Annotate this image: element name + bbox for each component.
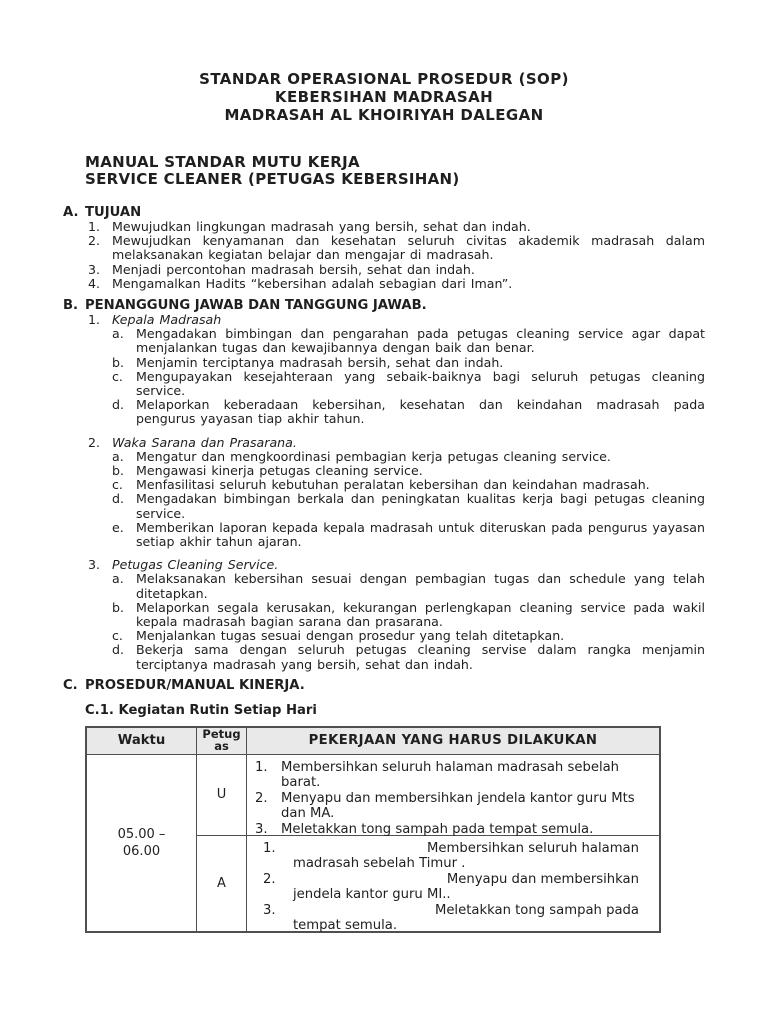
table-header-pekerjaan: PEKERJAAN YANG HARUS DILAKUKAN <box>308 733 598 749</box>
time-line-2: 06.00 <box>122 843 161 859</box>
list-item <box>63 521 705 549</box>
section-label: C. <box>63 677 78 693</box>
table-cell-time <box>87 755 197 931</box>
list-item <box>63 234 705 262</box>
list-item <box>63 356 705 370</box>
task-first-line <box>255 841 653 857</box>
table-cell-tasks <box>247 836 659 934</box>
subsection-title <box>63 558 705 572</box>
task-number: 3. <box>263 902 276 918</box>
list-item-number: b. <box>112 599 124 615</box>
list-item-text: Mengupayakan kesejahteraan yang sebaik-baiknya bagi seluruh petugas cleaning service. <box>136 368 705 399</box>
task-number: 2. <box>255 790 268 806</box>
list-item-text: Mewujudkan lingkungan madrasah yang bersih, sehat dan indah. <box>112 219 531 234</box>
list-item <box>63 464 705 478</box>
list-item-number: 3. <box>88 261 101 277</box>
table-cell-petugas: U <box>197 755 247 835</box>
time-line-1: 05.00 – <box>117 826 166 842</box>
doc-title-line-2: KEBERSIHAN MADRASAH <box>274 88 494 106</box>
list-item <box>63 643 705 671</box>
list-item-number: a. <box>112 326 124 342</box>
daily-routine-table <box>85 726 661 933</box>
list-item-text: Melaksanakan kebersihan sesuai dengan pembagian tugas dan schedule yang telah ditetapkan. <box>136 571 705 601</box>
list-item <box>63 478 705 492</box>
table-header-row <box>87 728 659 755</box>
list-item <box>63 327 705 355</box>
task-item <box>255 903 653 934</box>
list-item <box>63 450 705 464</box>
section-heading-text: TUJUAN <box>85 205 142 220</box>
list-item-number: d. <box>112 491 124 507</box>
subsection-title-text: Petugas Cleaning Service. <box>112 557 279 573</box>
task-number: 1. <box>263 840 276 856</box>
list-item-number: 3. <box>88 557 101 573</box>
task-text: Meletakkan tong sampah pada tempat semula. <box>281 821 594 837</box>
list-item <box>63 220 705 234</box>
task-item <box>255 841 653 872</box>
list-item-number: 4. <box>88 275 101 291</box>
table-row <box>197 836 659 934</box>
list-item-number: 1. <box>88 219 101 234</box>
list-item <box>63 277 705 291</box>
table-header-petugas-text: Petugas <box>202 727 241 753</box>
subsection-waka-sarana <box>63 436 705 550</box>
list-item-text: Melaporkan keberadaan kebersihan, kesehatan dan keindahan madrasah pada pengurus yayasan tiap akhir tahun. <box>136 397 705 427</box>
subsection-title-text: Kepala Madrasah <box>112 312 222 328</box>
list-item-text: Melaporkan segala kerusakan, kekurangan perlengkapan cleaning service pada wakil kepala madrasah bagian sarana dan prasarana. <box>136 599 705 630</box>
section-label: A. <box>63 205 79 220</box>
table-header-petugas <box>197 728 247 754</box>
list-item-text: Mewujudkan kenyamanan dan kesehatan seluruh civitas akademik madrasah dalam melaksanakan kegiatan belajar dan mengajar di madrasah. <box>112 233 705 263</box>
section-tujuan <box>63 205 705 291</box>
list-item-text: Memberikan laporan kepada kepala madrasah untuk diteruskan pada pengurus yayasan setiap akhir tahun ajaran. <box>136 519 705 550</box>
task-first-line <box>255 903 653 919</box>
list-item-number: c. <box>112 368 123 384</box>
list-item <box>63 398 705 426</box>
subsection-title <box>63 313 705 327</box>
subsection-petugas-cleaning <box>63 558 705 672</box>
table-cell-tasks <box>247 755 659 835</box>
list-item-text: Mengamalkan Hadits “kebersihan adalah sebagian dari Iman”. <box>112 275 513 291</box>
list-item-number: d. <box>112 642 124 658</box>
list-item-text: Menjadi percontohan madrasah bersih, sehat dan indah. <box>112 261 475 277</box>
task-text: Membersihkan seluruh halaman madrasah sebelah barat. <box>281 759 620 791</box>
section-penanggung-jawab <box>63 298 705 672</box>
list-item-number: b. <box>112 354 124 370</box>
task-first-line <box>255 872 653 888</box>
section-penanggung-jawab-heading <box>63 298 705 313</box>
doc-title-line-1: STANDAR OPERASIONAL PROSEDUR (SOP) <box>199 70 569 88</box>
task-text: Meletakkan tong sampah pada <box>434 902 639 918</box>
list-item-text: Mengadakan bimbingan berkala dan peningkatan kualitas kerja bagi petugas cleaning service. <box>136 491 705 521</box>
task-continuation: jendela kantor guru MI.. <box>293 887 451 903</box>
list-item-number: c. <box>112 628 123 644</box>
section-prosedur-heading <box>63 678 705 693</box>
table-cell-petugas: A <box>197 836 247 931</box>
list-item <box>63 492 705 520</box>
list-item-text: Mengawasi kinerja petugas cleaning service. <box>136 463 423 479</box>
list-item <box>63 572 705 600</box>
list-item <box>63 263 705 277</box>
task-number: 2. <box>263 871 276 887</box>
task-continuation: madrasah sebelah Timur . <box>293 856 466 872</box>
list-item-text: Mengadakan bimbingan dan pengarahan pada petugas cleaning service agar dapat menjalankan tugas dan kewajibannya dengan baik dan benar. <box>136 326 705 356</box>
section-heading-text: PROSEDUR/MANUAL KINERJA. <box>85 677 305 693</box>
subsection-title-text: Waka Sarana dan Prasarana. <box>112 434 297 450</box>
table-row <box>197 755 659 836</box>
subsection-title <box>63 436 705 450</box>
task-item <box>255 760 653 791</box>
doc-subtitle <box>85 154 705 188</box>
list-item-text: Menjalankan tugas sesuai dengan prosedur yang telah ditetapkan. <box>136 628 565 644</box>
section-tujuan-heading <box>63 205 705 220</box>
doc-subtitle-line-1: MANUAL STANDAR MUTU KERJA <box>85 153 360 171</box>
doc-subtitle-line-2: SERVICE CLEANER (PETUGAS KEBERSIHAN) <box>85 170 460 188</box>
task-text: Menyapu dan membersihkan <box>446 871 639 887</box>
doc-title-line-3: MADRASAH AL KHOIRIYAH DALEGAN <box>224 106 544 124</box>
list-item-number: 2. <box>88 434 101 450</box>
list-item-number: d. <box>112 397 124 413</box>
list-item-number: a. <box>112 448 124 464</box>
list-item-number: 2. <box>88 233 101 249</box>
list-item <box>63 601 705 629</box>
table-body <box>87 755 659 934</box>
list-item <box>63 370 705 398</box>
task-item <box>255 791 653 822</box>
doc-title <box>63 70 705 124</box>
table-header-waktu: Waktu <box>87 728 197 754</box>
task-number: 1. <box>255 759 268 775</box>
task-item <box>255 872 653 903</box>
task-number: 3. <box>255 821 268 837</box>
section-prosedur <box>63 678 705 718</box>
subsection-kepala-madrasah <box>63 313 705 427</box>
section-label: B. <box>63 298 79 314</box>
list-item-text: Bekerja sama dengan seluruh petugas cleaning servise dalam rangka menjamin terciptanya madrasah yang bersih, sehat dan indah. <box>136 642 705 672</box>
list-item-text: Mengatur dan mengkoordinasi pembagian kerja petugas cleaning service. <box>136 448 611 464</box>
task-text: Menyapu dan membersihkan jendela kantor guru Mts dan MA. <box>281 790 635 822</box>
section-heading-text: PENANGGUNG JAWAB DAN TANGGUNG JAWAB. <box>85 298 427 314</box>
subsection-c1-heading: C.1. Kegiatan Rutin Setiap Hari <box>85 702 317 718</box>
table-task-rows <box>197 755 659 934</box>
list-item-number: b. <box>112 463 124 479</box>
list-item-number: e. <box>112 519 124 535</box>
list-item-number: 1. <box>88 312 101 328</box>
list-item <box>63 629 705 643</box>
task-continuation: tempat semula. <box>293 918 398 934</box>
task-text: Membersihkan seluruh halaman <box>427 840 639 856</box>
list-item-text: Menjamin terciptanya madrasah bersih, sehat dan indah. <box>136 354 504 370</box>
list-item-number: a. <box>112 571 124 587</box>
list-item-number: c. <box>112 477 123 493</box>
list-item-text: Menfasilitasi seluruh kebutuhan peralatan kebersihan dan keindahan madrasah. <box>136 477 650 493</box>
